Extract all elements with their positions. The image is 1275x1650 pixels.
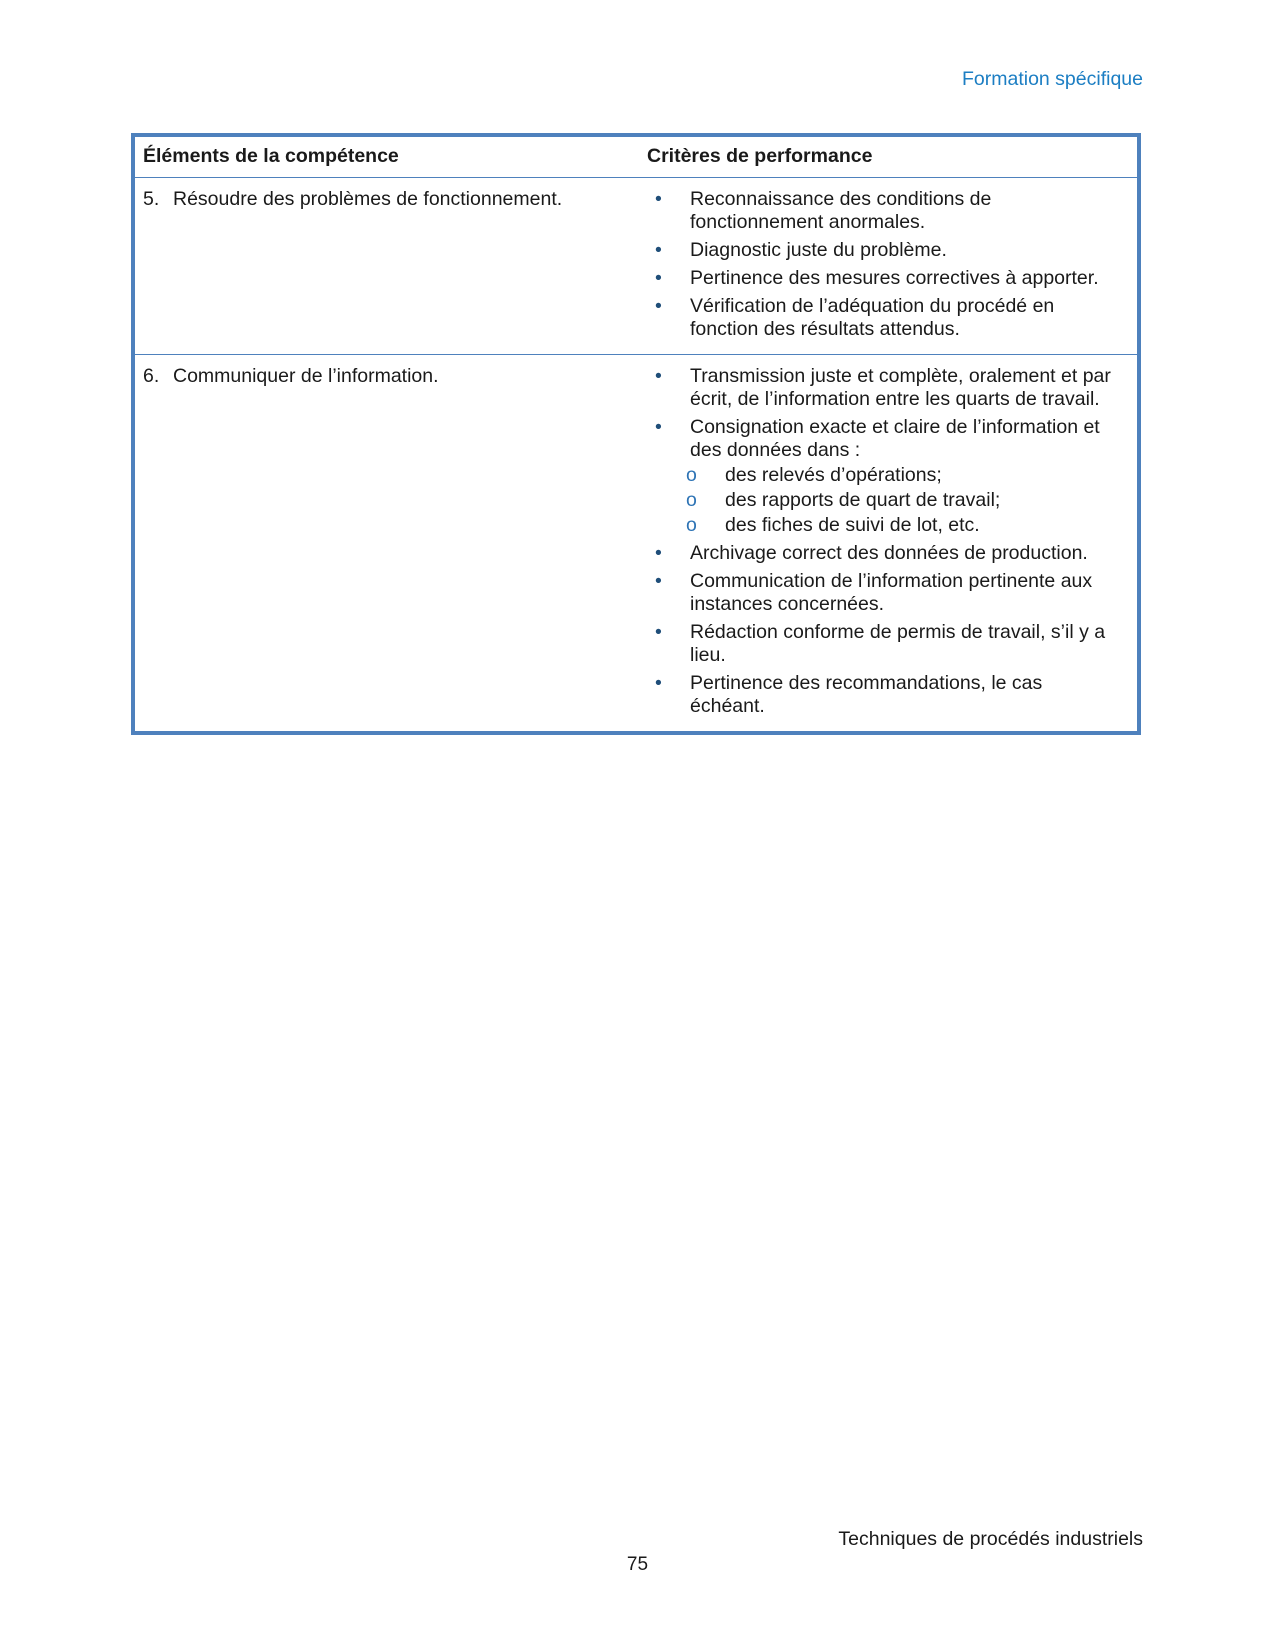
sub-criterion-item xyxy=(686,513,1131,537)
criterion-text: Pertinence des recommandations, le cas échéant. xyxy=(690,672,1043,717)
bullet-icon: • xyxy=(655,295,662,317)
criterion-item xyxy=(647,188,1131,234)
criterion-text: Pertinence des mesures correctives à apporter. xyxy=(690,267,1099,289)
criterion-item xyxy=(647,416,1131,462)
column-header-criteres: Critères de performance xyxy=(647,145,873,167)
sub-criterion-text: des rapports de quart de travail; xyxy=(725,489,1001,511)
bullet-icon: • xyxy=(655,188,662,210)
criterion-item xyxy=(647,267,1131,290)
circle-bullet-icon: o xyxy=(686,489,697,511)
sub-criterion-item xyxy=(686,488,1131,512)
criterion-text: Diagnostic juste du problème. xyxy=(690,239,947,261)
element-text: Communiquer de l’information. xyxy=(173,365,439,387)
bullet-icon: • xyxy=(655,239,662,261)
section-header-label: Formation spécifique xyxy=(961,68,1143,90)
sub-criterion-item xyxy=(686,463,1131,487)
criterion-item xyxy=(647,365,1131,411)
competence-table xyxy=(131,133,1141,735)
element-number: 6. xyxy=(143,365,160,387)
criterion-text: Consignation exacte et claire de l’information et des données dans : xyxy=(690,416,1100,461)
circle-bullet-icon: o xyxy=(686,514,697,536)
element-number: 5. xyxy=(143,188,160,210)
criterion-text: Rédaction conforme de permis de travail, s’il y a lieu. xyxy=(690,621,1106,666)
criterion-text: Archivage correct des données de production. xyxy=(690,542,1088,564)
page-number: 75 xyxy=(626,1554,649,1575)
circle-bullet-icon: o xyxy=(686,464,697,486)
footer-program-name: Techniques de procédés industriels xyxy=(838,1528,1143,1550)
bullet-icon: • xyxy=(655,672,662,694)
criterion-text: Reconnaissance des conditions de fonctionnement anormales. xyxy=(690,188,992,233)
table-header-row xyxy=(135,137,1137,178)
criteria-cell xyxy=(647,365,1137,718)
criteria-cell xyxy=(647,188,1137,341)
sub-criterion-text: des fiches de suivi de lot, etc. xyxy=(725,514,980,536)
criterion-item xyxy=(647,239,1131,262)
criterion-item xyxy=(647,621,1131,667)
criterion-item xyxy=(647,672,1131,718)
bullet-icon: • xyxy=(655,570,662,592)
bullet-icon: • xyxy=(655,267,662,289)
criterion-text: Communication de l’information pertinente aux instances concernées. xyxy=(690,570,1093,615)
criterion-text: Vérification de l’adéquation du procédé en fonction des résultats attendus. xyxy=(690,295,1055,340)
element-text: Résoudre des problèmes de fonctionnement. xyxy=(173,188,563,210)
element-cell xyxy=(135,188,647,341)
bullet-icon: • xyxy=(655,365,662,387)
criterion-item xyxy=(647,542,1131,565)
column-header-elements: Éléments de la compétence xyxy=(143,145,399,167)
table-body xyxy=(135,178,1137,731)
bullet-icon: • xyxy=(655,416,662,438)
criterion-item xyxy=(647,295,1131,341)
bullet-icon: • xyxy=(655,542,662,564)
bullet-icon: • xyxy=(655,621,662,643)
sub-criterion-text: des relevés d’opérations; xyxy=(725,464,942,486)
table-row xyxy=(135,178,1137,354)
element-cell xyxy=(135,365,647,718)
criterion-text: Transmission juste et complète, oralement et par écrit, de l’information entre les quarts de travail. xyxy=(690,365,1111,410)
criterion-item xyxy=(647,570,1131,616)
table-row xyxy=(135,354,1137,731)
